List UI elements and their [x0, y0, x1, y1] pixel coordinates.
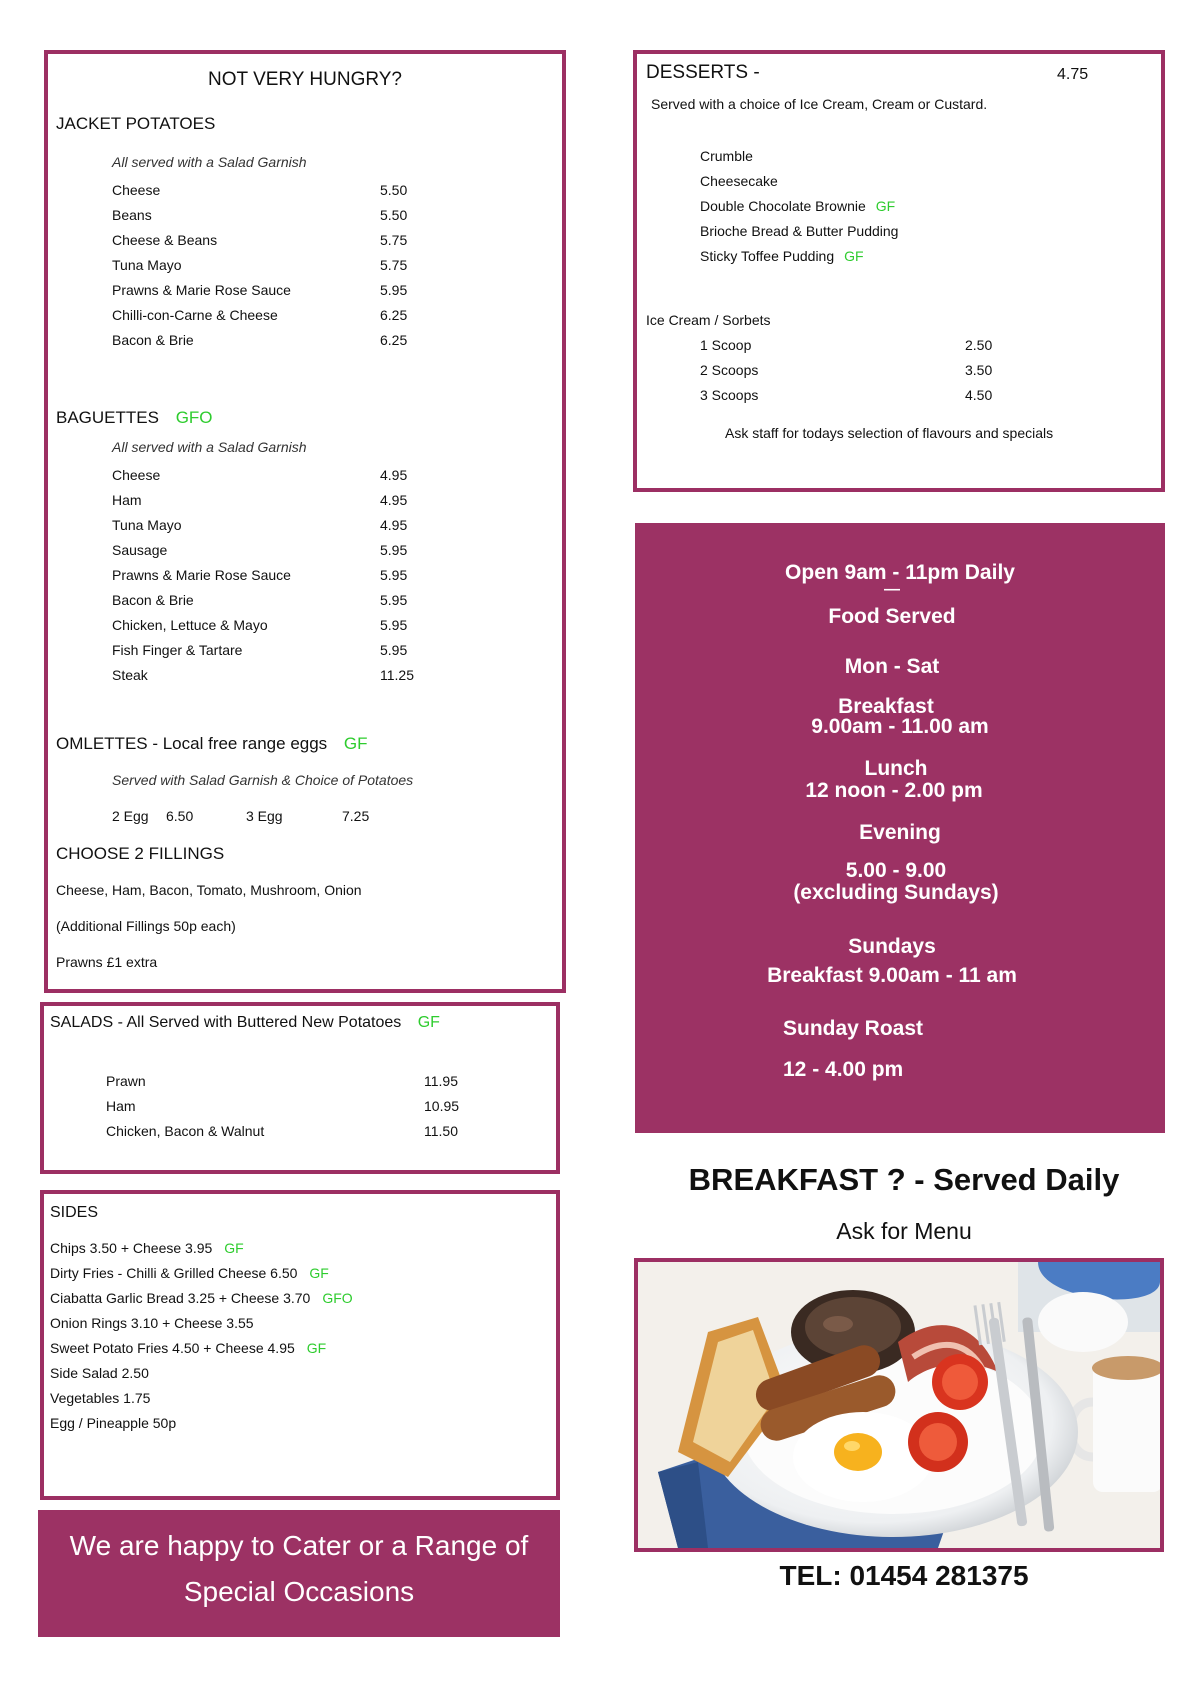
fillings-heading: CHOOSE 2 FILLINGS [56, 844, 225, 863]
salads-heading [50, 1014, 440, 1032]
breakfast-photo [634, 1258, 1164, 1552]
gf-tag: GF [224, 1240, 244, 1256]
fillings-list: Cheese, Ham, Bacon, Tomato, Mushroom, Onion [56, 882, 362, 898]
salad-item-price: 10.95 [424, 1098, 460, 1114]
sundays-label: Sundays [848, 935, 936, 958]
scoop-item: 1 Scoop [700, 337, 752, 353]
baguette-item: Prawns & Marie Rose Sauce [112, 567, 291, 583]
side-item [50, 1240, 244, 1256]
side-item [50, 1415, 176, 1431]
scoop-item-price: 3.50 [965, 362, 993, 378]
sides-heading: SIDES [50, 1204, 99, 1221]
side-item-label: Vegetables 1.75 [50, 1390, 151, 1406]
baguette-item: Ham [112, 492, 142, 508]
evening-time: 5.00 - 9.00 [845, 859, 947, 882]
jacket-heading: JACKET POTATOES [56, 114, 216, 133]
dessert-item [700, 248, 864, 264]
baguette-item: Sausage [112, 542, 168, 558]
prawns-extra: Prawns £1 extra [56, 954, 158, 970]
baguettes-heading [56, 408, 213, 428]
salad-item: Prawn [106, 1073, 146, 1089]
additional-fillings: (Additional Fillings 50p each) [56, 918, 236, 934]
two-egg-label: 2 Egg [112, 808, 149, 824]
jacket-item: Beans [112, 207, 152, 223]
baguette-item-price: 4.95 [380, 467, 408, 483]
cater-line1: We are happy to Cater or a Range of [69, 1530, 529, 1561]
scoop-item-price: 4.50 [965, 387, 993, 403]
jacket-item: Chilli-con-Carne & Cheese [112, 307, 278, 323]
side-item-label: Ciabatta Garlic Bread 3.25 + Cheese 3.70 [50, 1290, 311, 1306]
side-item-label: Chips 3.50 + Cheese 3.95 [50, 1240, 213, 1256]
mon-sat: Mon - Sat [844, 655, 940, 678]
side-item-label: Dirty Fries - Chilli & Grilled Cheese 6.50 [50, 1265, 298, 1281]
omelettes-tag: GF [343, 734, 368, 753]
cater-banner [38, 1510, 560, 1637]
desserts-note: Served with a choice of Ice Cream, Cream or Custard. [651, 96, 988, 112]
evening-label: Evening [859, 821, 941, 844]
open-hours: Open 9am - 11pm Daily [785, 561, 1015, 584]
telephone: TEL: 01454 281375 [779, 1560, 1029, 1591]
three-egg-label: 3 Egg [246, 808, 283, 824]
dessert-item: Cheesecake [700, 173, 778, 189]
opening-hours-panel [635, 523, 1165, 1133]
baguette-item-price: 5.95 [380, 642, 408, 658]
jacket-item-price: 5.50 [380, 207, 408, 223]
dessert-item [700, 198, 895, 214]
desserts-box [633, 50, 1165, 492]
side-item [50, 1390, 150, 1406]
breakfast-title: BREAKFAST ? - Served Daily [688, 1162, 1120, 1197]
jacket-item: Prawns & Marie Rose Sauce [112, 282, 291, 298]
lunch-label: Lunch [864, 757, 928, 780]
baguettes-title: BAGUETTES [56, 408, 159, 427]
jacket-item-price: 5.50 [380, 182, 408, 198]
salads-box [40, 1002, 560, 1174]
ask-staff-note: Ask staff for todays selection of flavours and specials [725, 425, 1054, 441]
dessert-item: Brioche Bread & Butter Pudding [700, 223, 899, 239]
side-item-label: Side Salad 2.50 [50, 1365, 149, 1381]
two-egg-price: 6.50 [166, 808, 194, 824]
baguette-item: Chicken, Lettuce & Mayo [112, 617, 268, 633]
side-item [50, 1290, 353, 1306]
gf-tag: GF [875, 198, 896, 214]
baguettes-tag: GFO [175, 408, 213, 427]
side-item [50, 1315, 254, 1331]
side-item [50, 1365, 149, 1381]
salad-item-price: 11.50 [424, 1123, 458, 1139]
baguette-item: Fish Finger & Tartare [112, 642, 243, 658]
dessert-item: Crumble [700, 148, 753, 164]
jacket-item-price: 5.75 [380, 257, 408, 273]
omelettes-note: Served with Salad Garnish & Choice of Potatoes [112, 772, 414, 788]
baguette-item: Cheese [112, 467, 161, 483]
jacket-item-price: 6.25 [380, 332, 408, 348]
jacket-note: All served with a Salad Garnish [112, 154, 307, 170]
not-hungry-title: NOT VERY HUNGRY? [208, 69, 402, 90]
ice-cream-heading: Ice Cream / Sorbets [646, 312, 771, 328]
side-item-label: Sweet Potato Fries 4.50 + Cheese 4.95 [50, 1340, 295, 1356]
baguette-item-price: 11.25 [380, 667, 414, 683]
side-item-label: Onion Rings 3.10 + Cheese 3.55 [50, 1315, 254, 1331]
salads-tag: GF [417, 1014, 440, 1031]
gf-tag: GF [844, 248, 864, 264]
baguette-item-price: 5.95 [380, 567, 408, 583]
baguette-item-price: 5.95 [380, 592, 408, 608]
jacket-item: Tuna Mayo [112, 257, 182, 273]
scoop-item: 3 Scoops [700, 387, 759, 403]
salad-item: Ham [106, 1098, 136, 1114]
dessert-item-label: Double Chocolate Brownie [700, 198, 866, 214]
desserts-heading: DESSERTS - [646, 62, 760, 83]
not-hungry-box [44, 50, 566, 993]
lunch-time: 12 noon - 2.00 pm [805, 779, 983, 802]
jacket-item: Bacon & Brie [112, 332, 194, 348]
gf-tag: GF [306, 1340, 327, 1356]
jacket-item-price: 5.75 [380, 232, 408, 248]
scoop-item: 2 Scoops [700, 362, 759, 378]
side-item [50, 1340, 326, 1356]
desserts-price: 4.75 [1057, 66, 1089, 83]
sunday-roast-time: 12 - 4.00 pm [783, 1058, 904, 1081]
full-english-breakfast-image [638, 1262, 1160, 1548]
sides-box [40, 1190, 560, 1500]
salads-title: SALADS - All Served with Buttered New Potatoes [50, 1014, 402, 1031]
omelettes-title: OMLETTES - Local free range eggs [56, 734, 328, 753]
three-egg-price: 7.25 [342, 808, 370, 824]
hours-divider: — [884, 581, 900, 598]
jacket-item-price: 5.95 [380, 282, 408, 298]
breakfast-time: 9.00am - 11.00 am [811, 715, 989, 738]
food-served: Food Served [828, 605, 956, 628]
jacket-item-price: 6.25 [380, 307, 408, 323]
breakfast-label: Breakfast [838, 695, 934, 718]
gf-tag: GF [309, 1265, 329, 1281]
sunday-breakfast: Breakfast 9.00am - 11 am [767, 964, 1017, 987]
baguette-item-price: 5.95 [380, 542, 408, 558]
sunday-roast: Sunday Roast [783, 1017, 924, 1040]
omelettes-heading [56, 734, 368, 754]
evening-note: (excluding Sundays) [793, 881, 999, 904]
baguette-item-price: 5.95 [380, 617, 408, 633]
baguette-item: Tuna Mayo [112, 517, 182, 533]
baguette-item-price: 4.95 [380, 517, 408, 533]
side-item-label: Egg / Pineapple 50p [50, 1415, 177, 1431]
jacket-item: Cheese & Beans [112, 232, 218, 248]
breakfast-sub: Ask for Menu [836, 1218, 972, 1244]
dessert-item-label: Sticky Toffee Pudding [700, 248, 835, 264]
salad-item: Chicken, Bacon & Walnut [106, 1123, 265, 1139]
gf-tag: GFO [322, 1290, 353, 1306]
side-item [50, 1265, 329, 1281]
scoop-item-price: 2.50 [965, 337, 993, 353]
baguette-item: Steak [112, 667, 148, 683]
baguette-item: Bacon & Brie [112, 592, 194, 608]
cater-line2: Special Occasions [183, 1576, 415, 1607]
salad-item-price: 11.95 [424, 1073, 458, 1089]
baguette-item-price: 4.95 [380, 492, 408, 508]
jacket-item: Cheese [112, 182, 161, 198]
baguettes-note: All served with a Salad Garnish [112, 439, 307, 455]
